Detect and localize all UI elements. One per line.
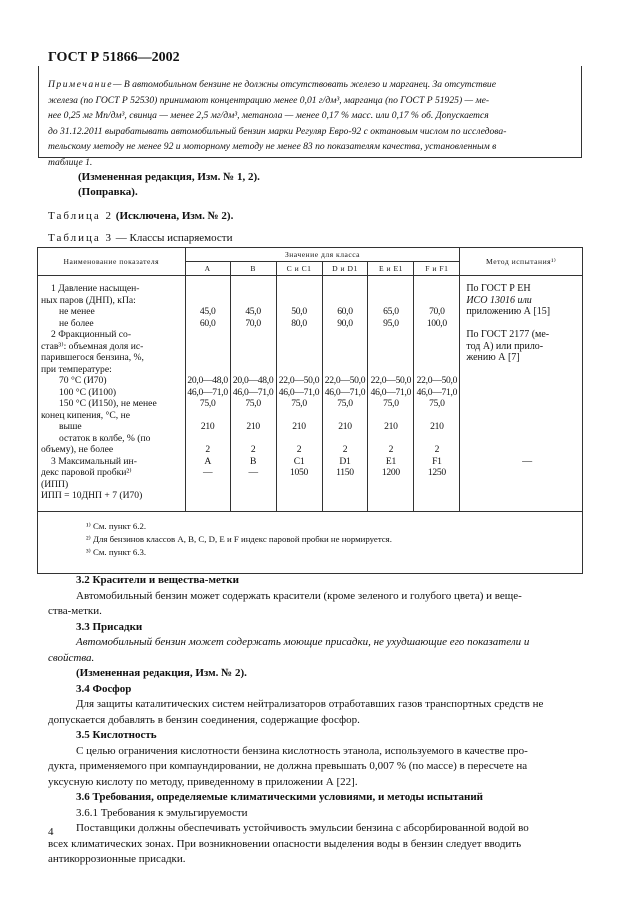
value-line: [323, 410, 368, 422]
method-cell: [460, 276, 583, 512]
value-line: 2: [434, 444, 440, 455]
value-line: [414, 364, 459, 376]
value-line: [231, 341, 276, 353]
indicator-line: 2 Фракционный со-: [51, 329, 132, 340]
table-footnotes: [38, 512, 583, 574]
value-line: [414, 341, 459, 353]
value-line: [323, 479, 368, 491]
indicator-line: выше: [59, 421, 82, 432]
value-line: [186, 490, 230, 502]
value-line: 90,0: [337, 317, 353, 329]
value-line: [368, 364, 413, 376]
value-line: 46,0—71,0: [187, 386, 228, 398]
indicator-line: не более: [59, 317, 94, 329]
class-header: C и C1: [276, 262, 322, 276]
class-header: A: [185, 262, 230, 276]
value-line: 20,0—48,0: [232, 375, 274, 386]
header-indicator: Наименование показателя: [38, 248, 186, 276]
value-line: 2: [250, 444, 256, 455]
value-line: 2: [388, 444, 394, 455]
value-line: 75,0: [245, 398, 261, 409]
value-line: [231, 479, 276, 491]
indicator-line: став³⁾: объемная доля ис-: [41, 340, 144, 352]
class-d-values: [322, 276, 368, 512]
value-line: [231, 329, 276, 341]
value-line: 22,0—50,0: [370, 375, 412, 386]
class-header: B: [230, 262, 276, 276]
indicator-line: 150 °С (И150), не менее: [59, 398, 157, 409]
section-3-2: 3.2 Красители и вещества-метки Автомобильный бензин может содержать красители (кроме зеленого и голубого цвета) и веще- ства-метки. 3.3 Присадки Автомобильный бензин может содержать моющие присадки, не ухудшающие его показатели и свойства. (Измененная редакция, Изм. № 2). 3.4 Фосфор Для защиты каталитических систем нейтрализаторов отработавших газов транспортных средств не допускается добавлять в бензин соединения, содержащие фосфор. 3.5 Кислотность С целью ограничения кислотности бензина кислотность этанола, используемого в качестве про- дукта, применяемого при компаундировании, не должна превышать 0,007 % (по массе) в пересчете на уксусную кислоту по методу, приведенному в приложении А [22]. 3.6 Требования, определяемые климатическими условиями, и методы испытаний 3.6.1 Требования к эмульгируемости Поставщики должны обеспечивать устойчивость эмульсии бензина с абсорбированной водой во всех климатических зонах. При возникновении опасности выделения воды в бензин следует вводить антикоррозионные присадки.: [48, 573, 583, 868]
value-line: [368, 283, 413, 295]
value-line: [368, 479, 413, 491]
value-line: [277, 364, 322, 376]
indicator-line: 3 Максимальный ин-: [51, 455, 137, 467]
value-line: [368, 295, 413, 307]
value-line: [186, 410, 230, 422]
value-line: 80,0: [291, 317, 307, 329]
value-line: —: [248, 467, 258, 478]
value-line: 210: [246, 421, 260, 432]
footnote-2: ²⁾ Для бензинов классов А, В, С, D, Е и F индекс паровой пробки не нормируется.: [86, 534, 392, 544]
indicator-line: ИПП = 10ДНП + 7 (И70): [41, 490, 143, 501]
edit-note-1: (Измененная редакция, Изм. № 1, 2).: [78, 171, 260, 183]
value-line: 46,0—71,0: [324, 386, 366, 398]
subsection-title: 3.6.1 Требования к эмульгируемости: [76, 806, 248, 819]
note-label: Примечание: [48, 79, 113, 90]
value-line: [323, 352, 368, 364]
value-line: [231, 490, 276, 502]
value-line: [231, 283, 276, 295]
value-line: [414, 295, 459, 307]
value-line: 22,0—50,0: [416, 375, 458, 386]
value-line: [277, 410, 322, 422]
value-line: [186, 341, 230, 353]
value-line: [368, 329, 413, 341]
value-line: 20,0—48,0: [187, 375, 228, 386]
value-line: 100,0: [426, 317, 447, 329]
value-line: [414, 410, 459, 422]
value-line: 65,0: [383, 306, 399, 317]
section-title: 3.5 Кислотность: [76, 729, 157, 741]
document-header: ГОСТ Р 51866—2002: [48, 50, 180, 65]
value-line: 2: [342, 444, 348, 455]
table3-caption: Таблица 3 — Классы испаряемости: [48, 232, 233, 244]
indicator-line: 1 Давление насыщен-: [51, 283, 140, 294]
value-line: —: [203, 467, 213, 478]
value-line: [277, 352, 322, 364]
value-line: 75,0: [291, 398, 307, 409]
value-line: 210: [338, 421, 352, 432]
value-line: 22,0—50,0: [278, 375, 320, 386]
value-line: [414, 352, 459, 364]
indicator-line: конец кипения, °С, не: [41, 409, 130, 421]
indicator-line: декс паровой пробки²⁾: [41, 467, 132, 478]
value-line: A: [204, 455, 211, 467]
value-line: 75,0: [199, 398, 216, 409]
value-line: 95,0: [383, 317, 399, 329]
class-f-values: [414, 276, 460, 512]
value-line: [186, 329, 230, 341]
value-line: 1250: [427, 467, 446, 478]
value-line: [277, 329, 322, 341]
class-b-values: [230, 276, 276, 512]
value-line: 45,0: [199, 306, 216, 317]
indicator-names-cell: [38, 276, 186, 512]
footnote-1: ¹⁾ См. пункт 6.2.: [86, 521, 147, 531]
table2-caption: Таблица 2 (Исключена, Изм. № 2).: [48, 210, 234, 222]
value-line: [414, 490, 459, 502]
indicator-line: 70 °С (И70): [59, 375, 107, 386]
value-line: 70,0: [429, 306, 445, 317]
class-a-values: [185, 276, 230, 512]
value-line: 1200: [381, 467, 400, 478]
method-line: По ГОСТ 2177 (ме-: [466, 329, 550, 340]
value-line: [231, 295, 276, 307]
value-line: [323, 283, 368, 295]
indicator-line: объему), не более: [41, 444, 114, 455]
value-line: [277, 490, 322, 502]
value-line: [231, 364, 276, 376]
volatility-classes-table: [37, 247, 583, 574]
value-line: 210: [384, 421, 398, 432]
value-line: 210: [430, 421, 444, 432]
class-c-values: [276, 276, 322, 512]
value-line: [323, 295, 368, 307]
value-line: [323, 341, 368, 353]
value-line: [414, 479, 459, 491]
value-line: D1: [339, 455, 351, 467]
value-line: 60,0: [199, 317, 216, 329]
value-line: [186, 364, 230, 376]
class-e-values: [368, 276, 414, 512]
value-line: [414, 433, 459, 445]
indicator-line: не менее: [59, 306, 95, 317]
value-line: [277, 433, 322, 445]
indicator-line: 100 °С (И100): [59, 386, 117, 398]
method-line: ИСО 13016 или: [466, 294, 532, 306]
value-line: 75,0: [429, 398, 445, 409]
value-line: C1: [293, 455, 305, 467]
section-title: 3.4 Фосфор: [76, 682, 132, 695]
section-title: 3.2 Красители и вещества-метки: [76, 574, 239, 586]
value-line: 75,0: [383, 398, 399, 409]
value-line: [323, 329, 368, 341]
value-line: 1150: [336, 467, 354, 478]
method-dash: —: [522, 456, 533, 467]
value-line: 46,0—71,0: [232, 386, 274, 398]
note-text: Примечание— В автомобильном бензине не должны отсутствовать железо и марганец. За отсутствие железа (по ГОСТ Р 52530) принимают концентрацию менее 0,01 г/дм³, марганца (по ГОСТ Р 51925) — ме- нее 0,25 мг Mn/дм³, свинца — менее 2,5 мг/дм³, метанола — менее 0,17 % масс. или 0,17 % об. Допускается до 31.12.2011 вырабатывать автомобильный бензин марки Регуляр Евро-92 с октановым числом по исследова- тельскому методу не менее 92 и моторному методу не менее 83 по показателям качества, установленным в таблице 1.: [48, 79, 507, 168]
value-line: F1: [432, 455, 442, 467]
class-header: D и D1: [322, 262, 368, 276]
value-line: [186, 352, 230, 364]
value-line: [277, 479, 322, 491]
value-line: 22,0—50,0: [324, 375, 366, 386]
value-line: 210: [200, 421, 215, 432]
footnote-3: ³⁾ См. пункт 6.3.: [86, 547, 147, 557]
indicator-line: остаток в колбе, % (по: [59, 432, 151, 444]
header-value: Значение для класса: [185, 248, 460, 262]
value-line: [277, 283, 322, 295]
indicator-line: ных паров (ДНП), кПа:: [41, 294, 136, 306]
value-line: [277, 341, 322, 353]
value-line: 2: [296, 444, 302, 455]
value-line: 46,0—71,0: [278, 386, 320, 398]
section-title: 3.3 Присадки: [76, 620, 143, 633]
value-line: 2: [205, 444, 210, 455]
value-line: 75,0: [337, 398, 353, 409]
value-line: [368, 352, 413, 364]
value-line: 210: [292, 421, 306, 432]
value-line: 45,0: [245, 306, 261, 317]
value-line: 70,0: [245, 317, 261, 329]
value-line: 1050: [290, 467, 309, 478]
value-line: B: [250, 455, 257, 467]
value-line: [323, 490, 368, 502]
section-title: 3.6 Требования, определяемые климатическими условиями, и методы испытаний: [76, 791, 484, 803]
class-header: E и E1: [368, 262, 414, 276]
value-line: 46,0—71,0: [416, 386, 458, 398]
value-line: E1: [385, 455, 396, 467]
value-line: [231, 410, 276, 422]
indicator-line: парившегося бензина, %,: [41, 352, 144, 363]
value-line: [414, 283, 459, 295]
value-line: [323, 433, 368, 445]
value-line: 50,0: [291, 306, 307, 317]
value-line: 60,0: [337, 306, 353, 317]
value-line: [277, 295, 322, 307]
value-line: [368, 410, 413, 422]
edit-note-3: (Измененная редакция, Изм. № 2).: [76, 667, 247, 679]
indicator-line: при температуре:: [41, 363, 112, 375]
method-line: приложению А [15]: [466, 306, 551, 317]
value-line: [368, 490, 413, 502]
value-line: [186, 283, 230, 295]
class-header: F и F1: [414, 262, 460, 276]
value-line: [186, 295, 230, 307]
value-line: [323, 364, 368, 376]
value-line: [368, 433, 413, 445]
value-line: [231, 433, 276, 445]
method-line: жению А [7]: [466, 352, 520, 363]
method-line: тод А) или прило-: [466, 340, 544, 352]
method-line: [466, 318, 578, 330]
value-line: [186, 433, 230, 445]
page-number: 4: [48, 826, 54, 838]
correction-note: (Поправка).: [78, 186, 138, 198]
value-line: [186, 479, 230, 491]
value-line: [368, 341, 413, 353]
value-line: [231, 352, 276, 364]
method-line: По ГОСТ Р ЕН: [466, 283, 531, 294]
indicator-line: (ИПП): [41, 478, 69, 490]
value-line: 46,0—71,0: [370, 386, 412, 398]
value-line: [414, 329, 459, 341]
header-method: Метод испытания¹⁾: [460, 248, 583, 276]
